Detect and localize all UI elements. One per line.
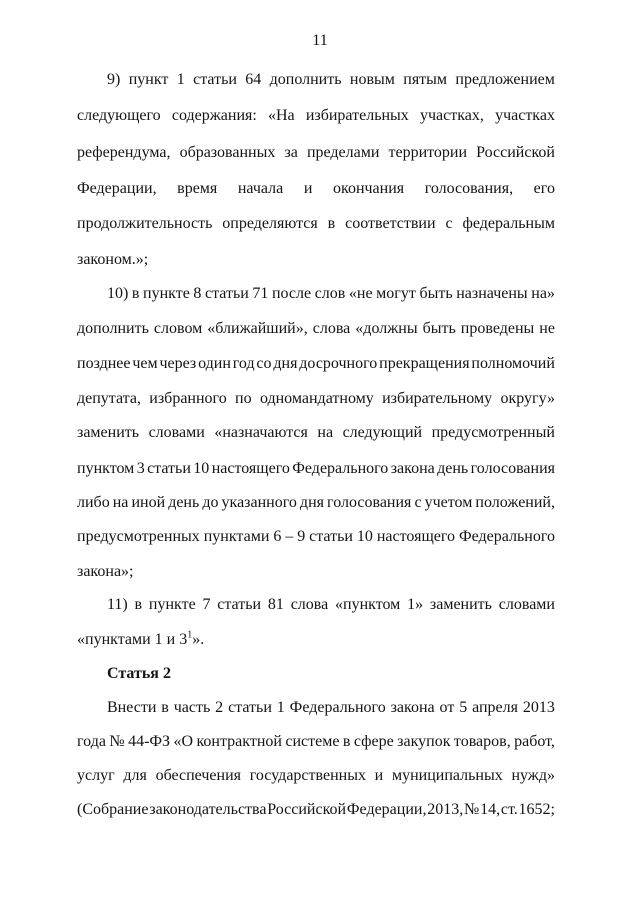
word: в <box>327 215 336 232</box>
word: закона <box>390 699 435 716</box>
article-2-line-2 <box>77 732 555 752</box>
word: муниципальных <box>391 767 503 784</box>
superscript-text-before: «пунктами 1 и 3 <box>77 631 188 648</box>
word: досрочного <box>299 355 378 372</box>
word: 10 <box>193 460 210 477</box>
word: голосования <box>327 494 412 511</box>
word: «пунктом <box>335 596 401 613</box>
word: в <box>342 733 351 750</box>
word: 2013, <box>427 801 464 818</box>
word: пределами <box>306 144 380 161</box>
word: государственных <box>249 767 366 784</box>
word: голосования, <box>424 180 514 197</box>
word: от <box>439 699 455 716</box>
word: закона <box>390 460 435 477</box>
word: «На <box>268 107 295 124</box>
word: «назначаются <box>214 424 308 441</box>
word: на <box>317 424 334 441</box>
word: настоящего <box>376 528 456 545</box>
word: 6 <box>273 528 282 545</box>
word: Федерального <box>289 699 386 716</box>
word: апреля <box>472 699 518 716</box>
word: 10) <box>107 285 129 302</box>
article-2-heading: Статья 2 <box>107 665 171 682</box>
word: 44-ФЗ <box>128 733 171 750</box>
word: либо <box>77 494 110 511</box>
word: – <box>285 528 294 545</box>
word: назначены <box>456 285 528 302</box>
paragraph-9-line-5 <box>77 214 555 234</box>
word: статьи <box>217 596 262 613</box>
paragraph-9-line-1 <box>107 70 555 90</box>
paragraph-10-line-8 <box>77 527 555 547</box>
word: предусмотренный <box>431 424 555 441</box>
word: 7 <box>202 596 211 613</box>
word: 11) <box>107 596 128 613</box>
word: (Собрание <box>77 801 149 818</box>
paragraph-9-line-3 <box>77 143 555 163</box>
word: товаров, <box>453 733 511 750</box>
word: сфере <box>353 733 394 750</box>
word: в <box>131 285 140 302</box>
word: учетом <box>424 494 473 511</box>
word: «не <box>348 285 373 302</box>
word: заменить <box>429 596 492 613</box>
word: быть <box>422 320 456 337</box>
word: в <box>161 699 169 716</box>
word: статьи <box>147 460 191 477</box>
word: пункте <box>143 285 190 302</box>
word: округу» <box>500 390 555 407</box>
word: заменить <box>77 424 140 441</box>
word: для <box>123 767 147 784</box>
paragraph-10-line-6 <box>77 459 555 479</box>
word: часть <box>173 699 211 716</box>
word: прекращения <box>379 355 470 372</box>
superscript: 1 <box>187 630 193 641</box>
paragraph-10-line-7 <box>77 493 555 513</box>
word: пункт <box>128 71 169 88</box>
word: словом <box>153 320 203 337</box>
word: года <box>77 733 106 750</box>
article-2-line-1 <box>107 698 555 718</box>
word: 71 <box>252 285 269 302</box>
word: контрактной <box>196 733 282 750</box>
word: день <box>437 460 469 477</box>
paragraph-10-line-3 <box>77 354 555 374</box>
word: Федерального <box>458 528 555 545</box>
word: № <box>464 801 480 818</box>
paragraph-10-line-4 <box>77 389 555 409</box>
word: 1» <box>407 596 424 613</box>
word: одномандатному <box>259 390 374 407</box>
paragraph-10-line-1 <box>107 284 555 304</box>
word: и <box>303 180 313 197</box>
word: Федерации, <box>77 180 157 197</box>
word: статьи <box>228 699 272 716</box>
word: Федерального <box>292 460 389 477</box>
word: законодательства <box>149 801 267 818</box>
word: 9 <box>297 528 306 545</box>
word: настоящего <box>211 460 290 477</box>
word: федеральным <box>462 215 555 232</box>
word: 1 <box>176 71 185 88</box>
word: один <box>198 355 231 372</box>
word: словами <box>498 596 555 613</box>
word: по <box>235 390 252 407</box>
word: 2 <box>215 699 224 716</box>
word: с <box>445 215 453 232</box>
word: 64 <box>245 71 262 88</box>
word: позднее <box>77 355 131 372</box>
word: статьи <box>204 285 249 302</box>
word: на» <box>531 285 555 302</box>
word: время <box>177 180 218 197</box>
word: образованных <box>179 144 276 161</box>
article-2-line-4 <box>77 800 555 820</box>
article-2-line-3 <box>77 766 555 786</box>
word: 1652; <box>518 801 555 818</box>
word: референдума, <box>77 144 171 161</box>
word: пунктами <box>203 528 270 545</box>
word: определяются <box>222 215 318 232</box>
word: дополнить <box>77 320 149 337</box>
word: начала <box>237 180 284 197</box>
word: Российской <box>476 144 555 161</box>
word: быть <box>419 285 453 302</box>
paragraph-11-line-1 <box>107 595 555 615</box>
word: год <box>232 355 255 372</box>
word: 2013 <box>522 699 555 716</box>
word: со <box>256 355 272 372</box>
word: Федерации, <box>346 801 427 818</box>
word: его <box>533 180 555 197</box>
word: № <box>109 733 125 750</box>
paragraph-10-line-2 <box>77 319 555 339</box>
word: слов <box>314 285 346 302</box>
word: дополнить <box>269 71 342 88</box>
page-number: 11 <box>312 32 328 49</box>
word: 14, <box>480 801 501 818</box>
word: словами <box>148 424 205 441</box>
superscript-text-after: ». <box>192 631 205 648</box>
word: окончания <box>332 180 405 197</box>
word: статьи <box>193 71 237 88</box>
word: закупок <box>397 733 451 750</box>
word: нужд» <box>511 767 555 784</box>
word: следующего <box>77 107 161 124</box>
word: законом.»; <box>77 251 149 268</box>
word: закона»; <box>77 563 134 580</box>
word: депутата, <box>77 390 141 407</box>
word: ст. <box>500 801 518 818</box>
word: голосования <box>470 460 555 477</box>
paragraph-9-line-2 <box>77 106 555 126</box>
word: 8 <box>193 285 202 302</box>
paragraph-10-line-5 <box>77 423 555 443</box>
word: пунктом <box>77 460 135 477</box>
word: «О <box>173 733 194 750</box>
word: через <box>159 355 197 372</box>
word: избранного <box>149 390 227 407</box>
word: соответствии <box>345 215 436 232</box>
word: слова <box>312 320 351 337</box>
word: с <box>414 494 422 511</box>
word: новым <box>349 71 395 88</box>
word: 3 <box>136 460 145 477</box>
word: дня <box>299 494 324 511</box>
word: и <box>374 767 384 784</box>
word: полномочий <box>471 355 555 372</box>
word: указанного <box>221 494 297 511</box>
word: слова <box>290 596 329 613</box>
word: проведены <box>460 320 535 337</box>
word: 9) <box>107 71 121 88</box>
word: 5 <box>459 699 468 716</box>
word: избирательному <box>382 390 493 407</box>
paragraph-11-line-2 <box>77 630 555 650</box>
word: чем <box>132 355 158 372</box>
word: до <box>202 494 219 511</box>
word: работ, <box>514 733 555 750</box>
word: обеспечения <box>155 767 242 784</box>
word: «должны <box>355 320 418 337</box>
word: услуг <box>77 767 115 784</box>
word: участках, <box>420 107 484 124</box>
word: продолжительность <box>77 215 213 232</box>
word: за <box>284 144 298 161</box>
word: системе <box>285 733 340 750</box>
word: предусмотренных <box>77 528 200 545</box>
word: статьи <box>309 528 353 545</box>
word: следующий <box>342 424 423 441</box>
word: пункте <box>148 596 196 613</box>
paragraph-9-line-6 <box>77 250 555 270</box>
word: участках <box>495 107 555 124</box>
word: пятым <box>403 71 448 88</box>
word: после <box>271 285 312 302</box>
paragraph-10-line-9 <box>77 562 555 582</box>
word: день <box>168 494 200 511</box>
word: на <box>112 494 129 511</box>
word: в <box>134 596 143 613</box>
word: 1 <box>276 699 285 716</box>
word: «ближайший», <box>207 320 308 337</box>
word: Внести <box>107 699 157 716</box>
word: избирательных <box>305 107 409 124</box>
word: дня <box>273 355 298 372</box>
word: содержания: <box>171 107 257 124</box>
word: Российской <box>267 801 347 818</box>
word: иной <box>131 494 166 511</box>
word: могут <box>376 285 416 302</box>
word: территории <box>388 144 468 161</box>
word: 10 <box>356 528 373 545</box>
word: предложением <box>455 71 555 88</box>
word: не <box>539 320 555 337</box>
paragraph-9-line-4 <box>77 179 555 199</box>
word: положений, <box>475 494 555 511</box>
word: 81 <box>267 596 284 613</box>
